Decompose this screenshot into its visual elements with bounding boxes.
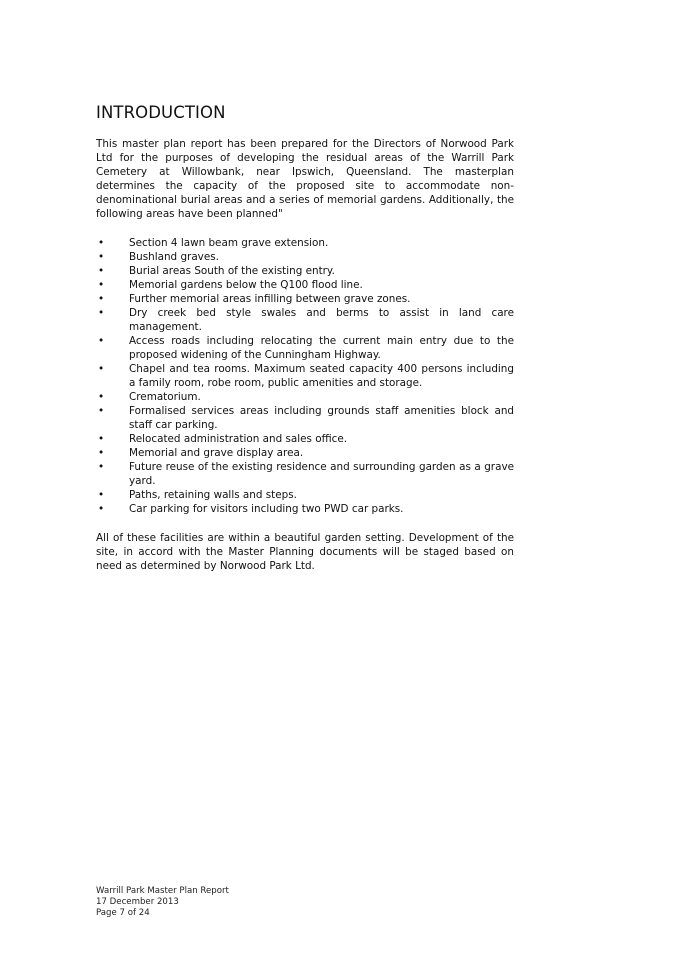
list-item [96, 292, 514, 306]
bullet-icon: • [98, 363, 105, 375]
list-item [96, 404, 514, 432]
list-item-text: Bushland graves. [129, 251, 219, 263]
list-item [96, 446, 514, 460]
list-item [96, 488, 514, 502]
list-item [96, 502, 514, 516]
list-item [96, 432, 514, 446]
footer-date: 17 December 2013 [96, 897, 179, 907]
bullet-icon: • [98, 293, 105, 305]
closing-paragraph: All of these facilities are within a beautiful garden setting. Development of the site, in accord with the Master Planning documents will be staged based on need as determined by Norwood Park Ltd. [96, 532, 514, 572]
list-item-text: Section 4 lawn beam grave extension. [129, 237, 329, 249]
list-item [96, 278, 514, 292]
list-item [96, 362, 514, 390]
bullet-icon: • [98, 447, 105, 459]
bullet-icon: • [98, 307, 105, 319]
list-item-text: Relocated administration and sales office. [129, 433, 348, 445]
bullet-icon: • [98, 279, 105, 291]
bullet-icon: • [98, 405, 105, 417]
bullet-icon: • [98, 391, 105, 403]
list-item [96, 460, 514, 488]
list-item-text: Memorial and grave display area. [129, 447, 304, 459]
list-item [96, 334, 514, 362]
list-item [96, 236, 514, 250]
list-item-text: Chapel and tea rooms. Maximum seated capacity 400 persons including a family room, robe room, public amenities and storage. [129, 363, 514, 389]
bullet-icon: • [98, 433, 105, 445]
section-heading: INTRODUCTION [96, 103, 226, 122]
page-footer [96, 886, 229, 919]
list-item [96, 390, 514, 404]
bullet-icon: • [98, 251, 105, 263]
intro-paragraph: This master plan report has been prepared for the Directors of Norwood Park Ltd for the purposes of developing the residual areas of the Warrill Park Cemetery at Willowbank, near Ipswich, Queensland. The masterplan determines the capacity of the proposed site to accommodate non-denominational burial areas and a series of memorial gardens. Additionally, the following areas have been planned" [96, 138, 514, 220]
list-item-text: Car parking for visitors including two PWD car parks. [129, 503, 404, 515]
section-body [96, 137, 514, 573]
list-item-text: Access roads including relocating the current main entry due to the proposed widening of the Cunningham Highway. [129, 335, 514, 361]
footer-page-number: Page 7 of 24 [96, 908, 150, 918]
list-item-text: Memorial gardens below the Q100 flood line. [129, 279, 363, 291]
bullet-icon: • [98, 503, 105, 515]
list-item-text: Burial areas South of the existing entry. [129, 265, 335, 277]
list-item-text: Crematorium. [129, 391, 201, 403]
planned-areas-list [96, 236, 514, 516]
list-item [96, 250, 514, 264]
list-item [96, 306, 514, 334]
bullet-icon: • [98, 461, 105, 473]
list-item-text: Future reuse of the existing residence and surrounding garden as a grave yard. [129, 461, 514, 487]
footer-report-title: Warrill Park Master Plan Report [96, 886, 229, 896]
list-item-text: Dry creek bed style swales and berms to assist in land care management. [129, 307, 514, 333]
bullet-icon: • [98, 237, 105, 249]
list-item [96, 264, 514, 278]
bullet-icon: • [98, 489, 105, 501]
list-item-text: Paths, retaining walls and steps. [129, 489, 297, 501]
list-item-text: Formalised services areas including grounds staff amenities block and staff car parking. [129, 405, 514, 431]
list-item-text: Further memorial areas infilling between grave zones. [129, 293, 411, 305]
bullet-icon: • [98, 335, 105, 347]
bullet-icon: • [98, 265, 105, 277]
